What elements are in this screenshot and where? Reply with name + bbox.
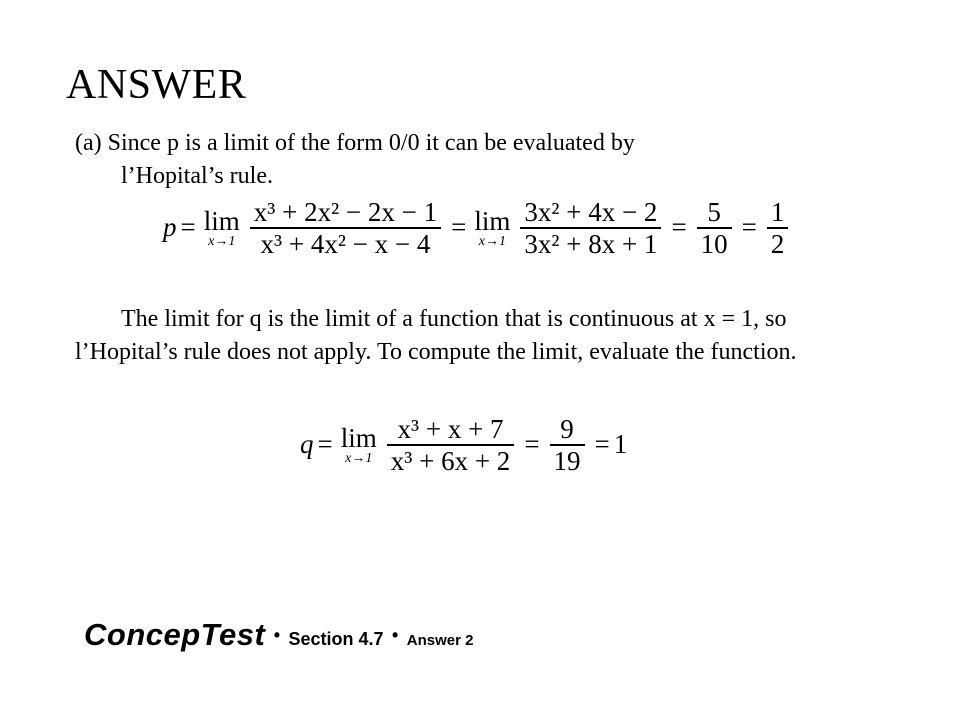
equals-sign: = bbox=[180, 212, 196, 243]
fraction bbox=[767, 197, 789, 259]
footer-brand: ConcepTest bbox=[84, 617, 266, 652]
denominator: 19 bbox=[553, 445, 581, 476]
equation-p bbox=[163, 197, 794, 259]
answer-paragraph-b bbox=[75, 303, 875, 369]
numerator: x³ + x + 7 bbox=[397, 414, 504, 444]
equals-sign: = bbox=[451, 212, 467, 243]
lim-subscript: x→1 bbox=[478, 233, 506, 249]
denominator: x³ + 4x² − x − 4 bbox=[260, 228, 431, 259]
numerator: 5 bbox=[707, 197, 721, 227]
eq-q-result: 1 bbox=[613, 429, 628, 460]
limit-operator bbox=[341, 424, 377, 466]
para-b-first: The limit for q is the limit of a function that is continuous bbox=[121, 306, 675, 332]
slide-title: ANSWER bbox=[66, 62, 247, 108]
lim-word: lim bbox=[474, 205, 511, 236]
denominator: 3x² + 8x + 1 bbox=[524, 228, 658, 259]
numerator: 1 bbox=[770, 197, 785, 227]
lim-word: lim bbox=[340, 422, 377, 453]
numerator: 3x² + 4x − 2 bbox=[524, 197, 658, 227]
bullet-separator: • bbox=[392, 625, 399, 645]
para-b-rest: at x = 1, so l’Hopital’s rule does not apply. To compute the limit, evaluate the function. bbox=[75, 306, 797, 365]
equation-q bbox=[300, 414, 627, 476]
lim-word: lim bbox=[203, 205, 240, 236]
footer-answer: Answer 2 bbox=[406, 632, 474, 649]
denominator: 2 bbox=[770, 228, 785, 259]
numerator: 9 bbox=[560, 414, 574, 444]
eq-q-lhs: q bbox=[300, 429, 314, 460]
denominator: x³ + 6x + 2 bbox=[390, 445, 511, 476]
fraction bbox=[387, 414, 515, 476]
numerator: x³ + 2x² − 2x − 1 bbox=[253, 197, 438, 227]
equals-sign: = bbox=[594, 429, 610, 460]
footer bbox=[84, 617, 473, 653]
fraction bbox=[520, 197, 661, 259]
para-a-line1: (a) Since p is a limit of the form 0/0 it can be evaluated by bbox=[75, 130, 635, 156]
limit-operator bbox=[474, 207, 510, 249]
limit-operator bbox=[204, 207, 240, 249]
bullet-separator: • bbox=[273, 625, 281, 645]
equals-sign: = bbox=[741, 212, 757, 243]
fraction bbox=[550, 414, 585, 476]
fraction bbox=[250, 197, 441, 259]
eq-p-lhs: p bbox=[163, 212, 177, 243]
fraction bbox=[697, 197, 732, 259]
equals-sign: = bbox=[317, 429, 333, 460]
equals-sign: = bbox=[524, 429, 540, 460]
denominator: 10 bbox=[700, 228, 728, 259]
para-a-line2: l’Hopital’s rule. bbox=[121, 163, 273, 189]
lim-subscript: x→1 bbox=[345, 450, 373, 466]
footer-section: Section 4.7 bbox=[288, 629, 384, 649]
answer-paragraph-a bbox=[75, 127, 875, 193]
lim-subscript: x→1 bbox=[208, 233, 236, 249]
equals-sign: = bbox=[671, 212, 687, 243]
